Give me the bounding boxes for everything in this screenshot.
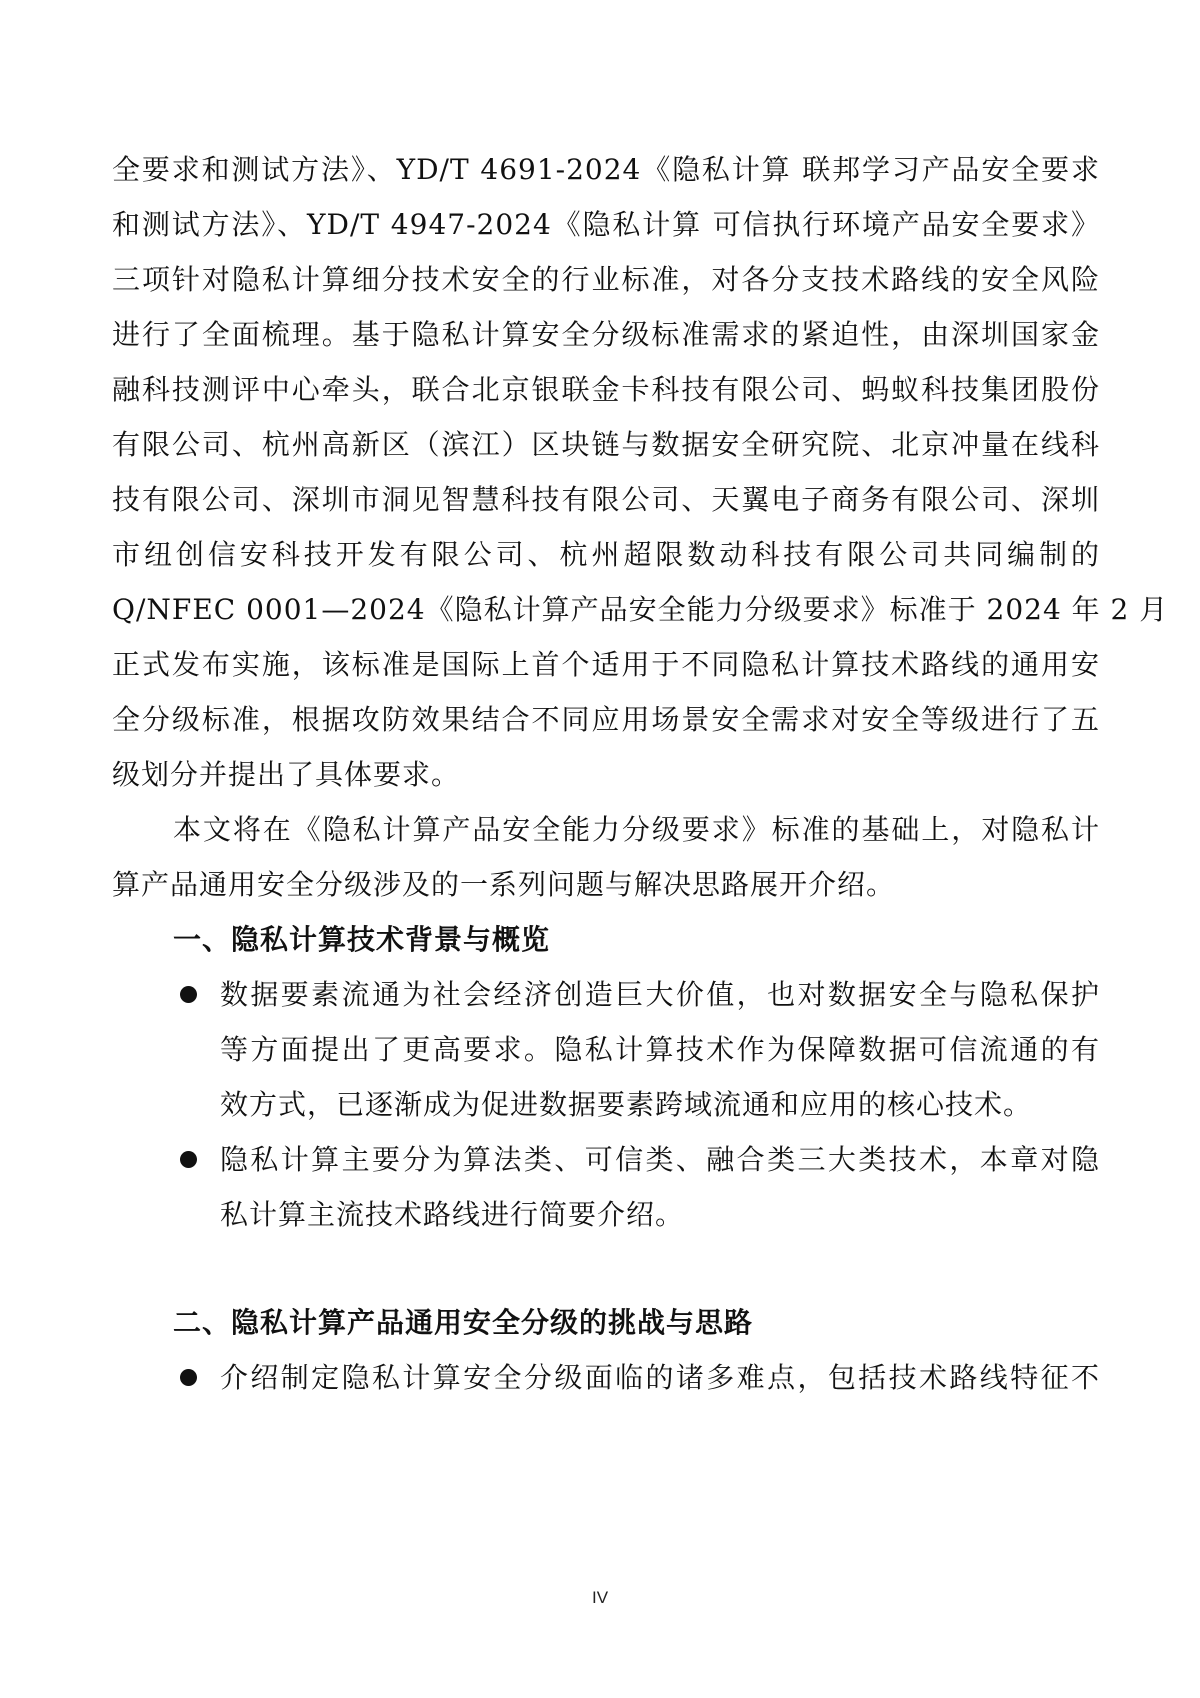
bullet-dot-icon <box>180 1151 197 1168</box>
page-number: IV <box>591 1588 609 1607</box>
bullet-dot-icon <box>180 986 197 1003</box>
text-line: 融科技测评中心牵头，联合北京银联金卡科技有限公司、蚂蚁科技集团股份 <box>112 373 1100 406</box>
text-line: 有限公司、杭州高新区（滨江）区块链与数据安全研究院、北京冲量在线科 <box>112 428 1100 461</box>
text-line: 本文将在《隐私计算产品安全能力分级要求》标准的基础上，对隐私计 <box>173 813 1100 846</box>
text-line: 正式发布实施，该标准是国际上首个适用于不同隐私计算技术路线的通用安 <box>112 648 1100 681</box>
bullet-text-line: 等方面提出了更高要求。隐私计算技术作为保障数据可信流通的有 <box>220 1033 1100 1066</box>
bullet-text-line: 介绍制定隐私计算安全分级面临的诸多难点，包括技术路线特征不 <box>220 1361 1100 1394</box>
text-line: 三项针对隐私计算细分技术安全的行业标准，对各分支技术路线的安全风险 <box>112 263 1100 296</box>
text-line: 级划分并提出了具体要求。 <box>112 758 461 791</box>
bullet-text-line: 隐私计算主要分为算法类、可信类、融合类三大类技术，本章对隐 <box>220 1143 1100 1176</box>
text-line: 全要求和测试方法》、YD/T 4691-2024《隐私计算 联邦学习产品安全要求 <box>112 153 1100 186</box>
bullet-text-line: 效方式，已逐渐成为促进数据要素跨域流通和应用的核心技术。 <box>220 1088 1033 1121</box>
bullet-dot-icon <box>180 1369 197 1386</box>
text-line: 技有限公司、深圳市洞见智慧科技有限公司、天翼电子商务有限公司、深圳 <box>112 483 1100 516</box>
text-line: 市纽创信安科技开发有限公司、杭州超限数动科技有限公司共同编制的 <box>112 538 1100 571</box>
section-heading-2: 二、隐私计算产品通用安全分级的挑战与思路 <box>173 1306 754 1339</box>
text-line: Q/NFEC 0001—2024《隐私计算产品安全能力分级要求》标准于 2024 年 2 月 <box>112 593 1169 626</box>
bullet-text-line: 数据要素流通为社会经济创造巨大价值，也对数据安全与隐私保护 <box>220 978 1100 1011</box>
section-heading-1: 一、隐私计算技术背景与概览 <box>173 923 551 956</box>
bullet-text-line: 私计算主流技术路线进行简要介绍。 <box>220 1198 685 1231</box>
text-line: 全分级标准，根据攻防效果结合不同应用场景安全需求对安全等级进行了五 <box>112 703 1100 736</box>
text-line: 算产品通用安全分级涉及的一系列问题与解决思路展开介绍。 <box>112 868 896 901</box>
text-line: 进行了全面梳理。基于隐私计算安全分级标准需求的紧迫性，由深圳国家金 <box>112 318 1100 351</box>
text-line: 和测试方法》、YD/T 4947-2024《隐私计算 可信执行环境产品安全要求》 <box>112 208 1100 241</box>
